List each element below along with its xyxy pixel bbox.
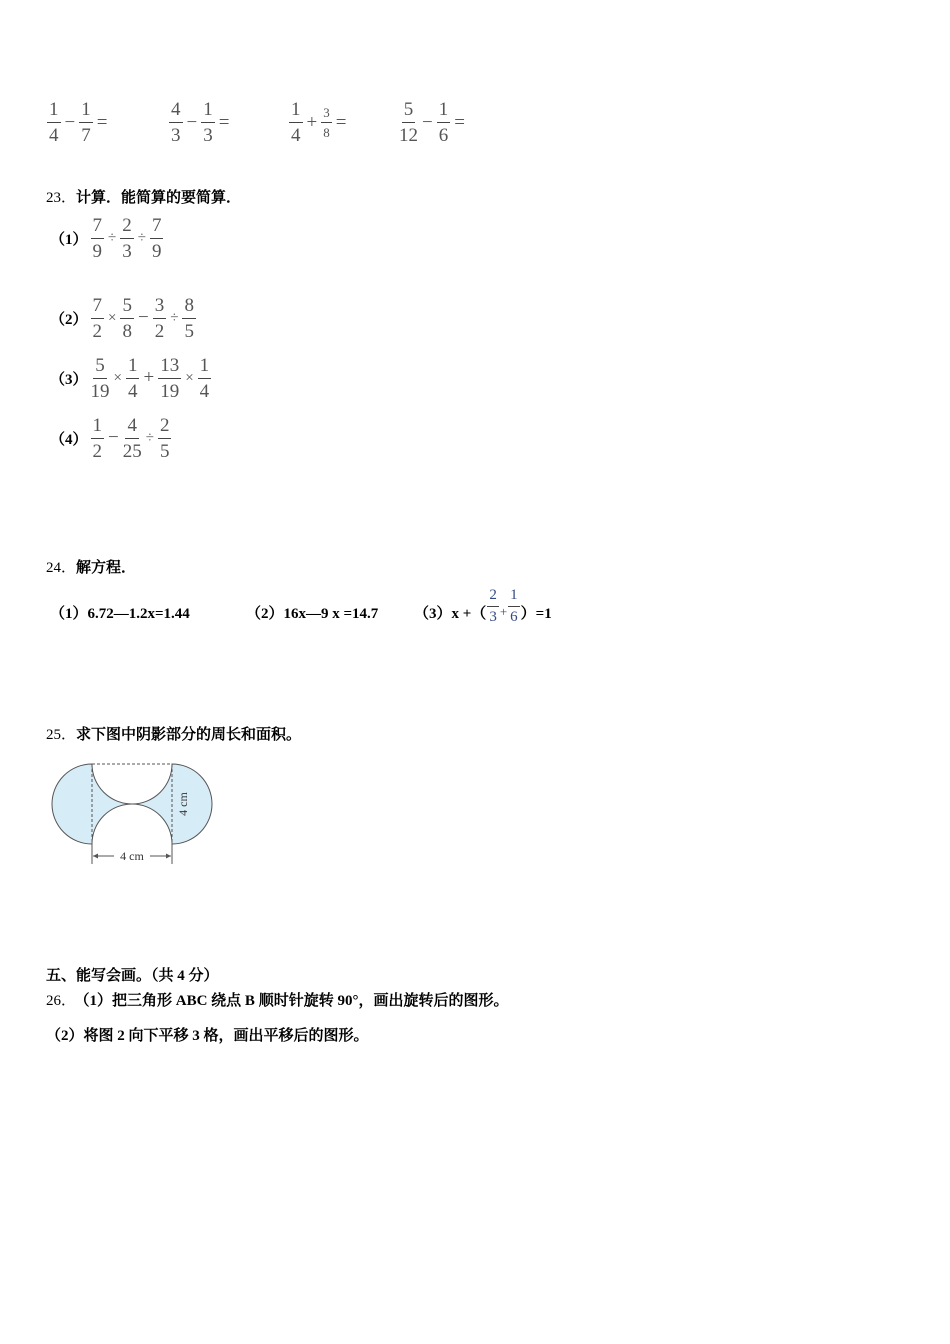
q23-items — [50, 216, 550, 466]
fraction-denominator: 7 — [81, 125, 91, 146]
fraction-numerator: 8 — [182, 296, 196, 319]
fraction-numerator: 3 — [153, 296, 167, 319]
equation-3: （3）x +（ $\frac{2}{3}$ + $\frac{1}{6}$ ）=1 — [414, 586, 552, 625]
operator: + — [306, 111, 318, 133]
fraction-denominator: 4 — [49, 125, 59, 146]
expression — [90, 216, 165, 261]
fraction-denominator: 2 — [154, 320, 165, 342]
question-number: 26． — [46, 993, 77, 1009]
fraction-row — [46, 100, 746, 150]
fraction-numerator: 1 — [126, 356, 140, 379]
section-5-heading: 五、能写会画。（共 4 分） — [46, 968, 219, 984]
fraction-numerator: 1 — [437, 100, 451, 123]
fraction — [91, 416, 105, 461]
fraction-numerator: 3 — [321, 106, 332, 123]
operator: − — [186, 111, 198, 133]
operator: − — [108, 427, 119, 448]
fraction-denominator: 2 — [92, 440, 103, 462]
fraction-exercise-4 — [398, 100, 468, 145]
fraction-denominator: 19 — [90, 380, 110, 402]
equation-1: （1）6.72—1.2x=1.44 — [50, 606, 190, 622]
fraction — [47, 100, 61, 145]
question-title: 求下图中阴影部分的周长和面积。 — [76, 727, 302, 743]
fraction — [120, 216, 134, 261]
fraction — [198, 356, 212, 401]
question-title: 解方程． — [76, 560, 137, 576]
fraction-numerator: 2 — [120, 216, 134, 239]
fraction-denominator: 25 — [122, 440, 142, 462]
expression — [90, 296, 197, 341]
fraction-numerator: 7 — [150, 216, 164, 239]
fraction-denominator: 4 — [199, 380, 210, 402]
fraction-numerator: 1 — [508, 588, 520, 607]
shaded-figure-diagram — [44, 756, 224, 871]
question-26-part-2: （2）将图 2 向下平移 3 格，画出平移后的图形。 — [46, 1028, 369, 1044]
fraction-denominator: 3 — [489, 608, 497, 625]
q23-item-1 — [50, 214, 164, 262]
operator: − — [137, 307, 149, 328]
fraction-denominator: 9 — [92, 240, 103, 262]
item-label: （2） — [50, 311, 88, 328]
operator: = — [218, 111, 230, 133]
fraction — [126, 356, 140, 401]
fraction-exercise-3 — [288, 100, 349, 145]
fraction — [169, 100, 183, 145]
fraction-numerator: 5 — [402, 100, 416, 123]
fraction-numerator: 5 — [120, 296, 134, 319]
fraction-numerator: 1 — [79, 100, 93, 123]
fraction-denominator: 8 — [323, 125, 330, 140]
arrow-left — [93, 854, 98, 859]
fraction-numerator: 1 — [91, 416, 105, 439]
question-number: 23． — [46, 190, 77, 206]
fraction — [91, 296, 105, 341]
fraction — [399, 100, 418, 145]
fraction — [123, 416, 142, 461]
operator: ÷ — [137, 229, 146, 246]
fraction-denominator: 6 — [510, 608, 518, 625]
item-label: （1） — [50, 231, 88, 248]
fraction — [182, 296, 196, 341]
question-25-heading — [46, 723, 301, 744]
fraction-denominator: 3 — [122, 240, 132, 262]
fraction-numerator: 1 — [201, 100, 215, 123]
fraction — [91, 356, 110, 401]
question-23-heading — [46, 186, 241, 207]
fraction — [158, 416, 172, 461]
fraction — [201, 100, 215, 145]
fraction-numerator: 4 — [169, 100, 183, 123]
question-number: 24． — [46, 560, 77, 576]
fraction — [487, 588, 499, 625]
q23-item-3 — [50, 354, 212, 402]
fraction — [289, 100, 303, 145]
fraction-denominator: 4 — [291, 125, 301, 146]
fraction-numerator: 4 — [125, 416, 139, 439]
operator: × — [185, 369, 194, 386]
fraction — [158, 356, 181, 401]
fraction — [150, 216, 164, 261]
operator: = — [96, 111, 108, 133]
fraction-denominator: 8 — [122, 320, 132, 342]
equation-2: （2）16x—9 x =14.7 — [246, 606, 379, 622]
item-label: （4） — [50, 431, 88, 448]
fraction — [321, 106, 332, 139]
fraction-denominator: 2 — [92, 320, 103, 342]
operator: − — [64, 111, 76, 133]
fraction-numerator: 1 — [47, 100, 61, 123]
dimension-label-vertical: 4 cm — [176, 792, 190, 816]
operator: ÷ — [108, 229, 117, 246]
fraction-denominator: 12 — [399, 125, 418, 146]
fraction-exercise-2 — [168, 100, 232, 145]
fraction — [153, 296, 167, 341]
arrow-right — [166, 854, 171, 859]
fraction — [437, 100, 451, 145]
dimension-label-horizontal: 4 cm — [120, 849, 144, 863]
fraction-numerator: 1 — [289, 100, 303, 123]
item-label: （3） — [50, 371, 88, 388]
fraction — [120, 296, 134, 341]
expression — [90, 416, 173, 461]
fraction — [79, 100, 93, 145]
fraction-denominator: 5 — [184, 320, 194, 342]
fraction — [91, 216, 105, 261]
fraction-exercise-1 — [46, 100, 110, 145]
fraction-denominator: 3 — [171, 125, 181, 146]
operator: × — [108, 309, 117, 326]
fraction-denominator: 3 — [203, 125, 213, 146]
operator: = — [454, 111, 465, 133]
fraction-denominator: 19 — [160, 380, 180, 402]
fraction-numerator: 7 — [91, 216, 105, 239]
fraction-numerator: 1 — [198, 356, 212, 379]
fraction-denominator: 6 — [438, 125, 449, 146]
fraction-numerator: 13 — [158, 356, 181, 379]
operator: − — [422, 111, 433, 133]
fraction-denominator: 9 — [151, 240, 162, 262]
fraction-numerator: 5 — [93, 356, 107, 379]
q23-item-2 — [50, 294, 197, 342]
fraction — [508, 588, 520, 625]
fraction-numerator: 2 — [487, 588, 499, 607]
operator: = — [335, 111, 347, 133]
expression — [90, 356, 213, 401]
fraction-numerator: 7 — [91, 296, 105, 319]
q23-item-4 — [50, 414, 172, 462]
question-24-heading — [46, 556, 136, 577]
question-26-part-1: 26． （1）把三角形 ABC 绕点 B 顺时针旋转 90°，画出旋转后的图形。 — [46, 993, 509, 1009]
question-number: 25． — [46, 727, 77, 743]
operator: ÷ — [145, 429, 154, 446]
question-title: 计算．能简算的要简算． — [76, 190, 242, 206]
fraction-numerator: 2 — [158, 416, 172, 439]
fraction-denominator: 5 — [159, 440, 170, 462]
operator: + — [143, 367, 155, 388]
operator: ÷ — [170, 309, 179, 326]
fraction-denominator: 4 — [127, 380, 138, 402]
operator: × — [113, 369, 122, 386]
